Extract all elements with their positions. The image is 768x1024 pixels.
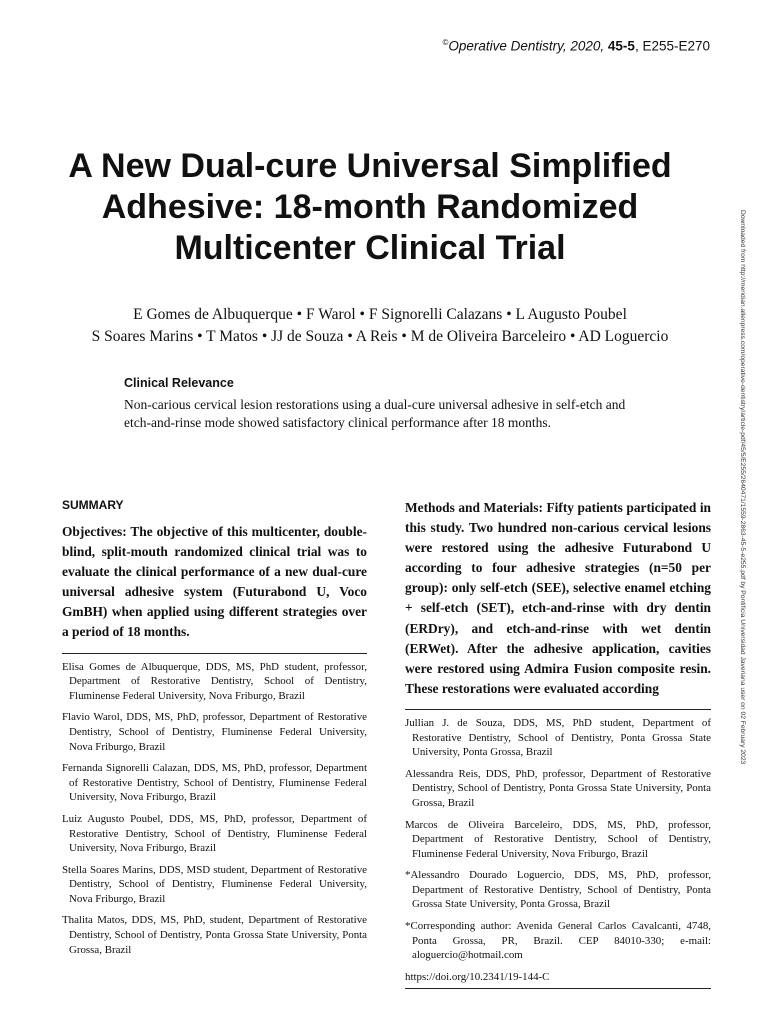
footnote-divider	[405, 709, 711, 710]
clinical-relevance-text: Non-carious cervical lesion restorations using a dual-cure universal adhesive in self-etch and etch-and-rinse mode showed satisfactory clinical performance after 18 months.	[124, 397, 626, 430]
left-column	[62, 498, 367, 964]
footnote-divider	[62, 653, 367, 654]
corresponding-author: *Corresponding author: Avenida General Carlos Cavalcanti, 4748, Ponta Grossa, PR, Brazil. CEP 84010-330; e-mail: aloguercio@hotmail.com	[405, 920, 711, 962]
right-column	[405, 498, 711, 989]
abstract-methods: Methods and Materials: Fifty patients participated in this study. Two hundred non-carious cervical lesions were restored using the adhesive Futurabond U according to four adhesive strategies (n=50 per group): only self-etch (SEE), selective enamel etching + self-etch (SET), etch-and-rinse with dry dentin (ERDry), and etch-and-rinse with wet dentin (ERWet). After the adhesive application, cavities were restored using Admira Fusion composite resin. These restorations were evaluated according	[405, 500, 711, 696]
affiliation-item: Fernanda Signorelli Calazan, DDS, MS, PhD, professor, Department of Restorative Dentistry, School of Dentistry, Fluminense Federal University, Nova Friburgo, Brazil	[62, 762, 367, 804]
clinical-relevance	[124, 376, 644, 432]
affiliation-item: Thalita Matos, DDS, MS, PhD, student, Department of Restorative Dentistry, School of Dentistry, Ponta Grossa State University, Ponta Grossa, Brazil	[62, 914, 367, 956]
journal-name: Operative Dentistry, 2020,	[448, 38, 608, 54]
author-line-1: E Gomes de Albuquerque • F Warol • F Signorelli Calazans • L Augusto Poubel	[133, 306, 627, 323]
article-title: A New Dual-cure Universal Simplified Adhesive: 18-month Randomized Multicenter Clinical Trial	[68, 147, 672, 267]
author-list	[40, 304, 720, 348]
affiliation-item: *Alessandro Dourado Loguercio, DDS, MS, PhD, professor, Department of Restorative Dentistry, School of Dentistry, Ponta Grossa State University, Ponta Grossa, Brazil	[405, 869, 711, 911]
copyright-symbol: ©	[442, 38, 449, 47]
abstract-objectives: Objectives: The objective of this multicenter, double-blind, split-mouth randomized clinical trial was to evaluate the clinical performance of a new dual-cure universal adhesive system (Futurabond U, Voco GmBH) when applied using different strategies over a period of 18 months.	[62, 524, 367, 640]
author-line-2: S Soares Marins • T Matos • JJ de Souza • A Reis • M de Oliveira Barceleiro • AD Loguercio	[91, 328, 669, 345]
summary-heading: SUMMARY	[62, 498, 124, 512]
doi-link[interactable]: https://doi.org/10.2341/19-144-C	[405, 970, 550, 983]
affiliation-item: Alessandra Reis, DDS, PhD, professor, Department of Restorative Dentistry, School of Dentistry, Ponta Grossa State University, Ponta Grossa, Brazil	[405, 767, 711, 809]
affiliation-item: Luiz Augusto Poubel, DDS, MS, PhD, professor, Department of Restorative Dentistry, School of Dentistry, Fluminense Federal University, Nova Friburgo, Brazil	[62, 812, 367, 855]
affiliation-item: Elisa Gomes de Albuquerque, DDS, MS, PhD student, professor, Department of Restorative Dentistry, School of Dentistry, Fluminense Federal University, Nova Friburgo, Brazil	[62, 660, 367, 702]
affiliation-item: Flavio Warol, DDS, MS, PhD, professor, Department of Restorative Dentistry, School of Dentistry, Fluminense Federal University, Nova Friburgo, Brazil	[62, 711, 367, 753]
download-notice: Downloaded from http://meridian.allenpress.com/operative-dentistry/article-pdf/45/5/E255/2640471/1559-2863-45-5-e255.pdf by Pontificia Universidad Javeriana user on 02 February 2023	[739, 210, 746, 765]
journal-pages: , E255-E270	[634, 38, 710, 54]
affiliation-item: Jullian J. de Souza, DDS, MS, PhD student, Department of Restorative Dentistry, School of Dentistry, Ponta Grossa State University, Ponta Grossa, Brazil	[405, 716, 711, 759]
journal-citation	[442, 38, 710, 54]
doi-divider	[405, 988, 711, 989]
affiliation-item: Stella Soares Marins, DDS, MSD student, Department of Restorative Dentistry, School of Dentistry, Fluminense Federal University, Nova Friburgo, Brazil	[62, 863, 367, 905]
clinical-relevance-label: Clinical Relevance	[124, 376, 234, 390]
affiliation-item: Marcos de Oliveira Barceleiro, DDS, MS, PhD, professor, Department of Restorative Dentistry, School of Dentistry, Fluminense Federal University, Nova Friburgo, Brazil	[405, 818, 711, 860]
journal-volume: 45-5	[607, 38, 635, 54]
